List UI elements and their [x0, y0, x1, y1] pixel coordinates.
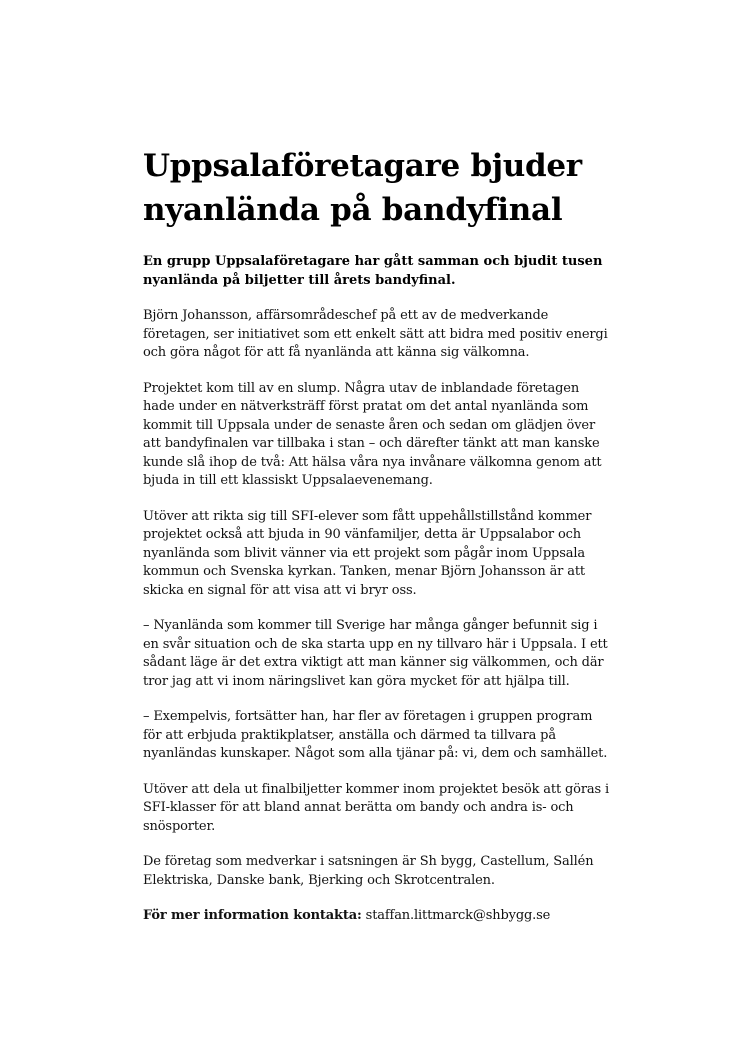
body-paragraph-5: – Exempelvis, fortsätter han, har fler av företagen i gruppen program för att erbjuda praktikplatser, anställa och därmed ta tillvara på nyanländas kunskaper. Något som alla tjänar på: vi, dem och samhället.	[143, 709, 608, 761]
contact-email[interactable]: staffan.littmarck@shbygg.se	[365, 908, 551, 923]
body-paragraph-2: Projektet kom till av en slump. Några utav de inblandade företagen hade under en nätverksträff först pratat om det antal nyanlända som kommit till Uppsala under de senaste åren och sedan om glädjen över att bandyfinalen var tillbaka i stan – och därefter tänkt att man kanske kunde slå ihop de två: Att hälsa våra nya invånare välkomna genom att bjuda in till ett klassiskt Uppsalaevenemang.	[143, 380, 602, 488]
body-paragraph-6: Utöver att dela ut finalbiljetter kommer inom projektet besök att göras i SFI-klasser för att bland annat berätta om bandy och andra is- och snösporter.	[143, 781, 610, 834]
article	[143, 144, 613, 926]
body-paragraph-7: De företag som medverkar i satsningen är Sh bygg, Castellum, Sallén Elektriska, Danske bank, Bjerking och Skrotcentralen.	[143, 854, 594, 888]
body-paragraph-1: Björn Johansson, affärsområdeschef på ett av de medverkande företagen, ser initiativet som ett enkelt sätt att bidra med positiv energi och göra något för att få nyanlända att känna sig välkomna.	[143, 308, 608, 360]
headline: Uppsalaföretagare bjuder nyanlända på bandyfinal	[143, 148, 582, 228]
body-paragraph-3: Utöver att rikta sig till SFI-elever som fått uppehållstillstånd kommer projektet också att bjuda in 90 vänfamiljer, detta är Uppsalabor och nyanlända som blivit vänner via ett projekt som pågår inom Uppsala kommun och Svenska kyrkan. Tanken, menar Björn Johansson är att skicka en signal för att visa att vi bryr oss.	[143, 508, 592, 598]
contact-label: För mer information kontakta:	[143, 908, 362, 923]
contact-line	[143, 907, 613, 926]
body-paragraph-4: – Nyanlända som kommer till Sverige har många gånger befunnit sig i en svår situation och de ska starta upp en ny tillvaro här i Uppsala. I ett sådant läge är det extra viktigt att man känner sig välkommen, och där tror jag att vi inom näringslivet kan göra mycket för att hjälpa till.	[143, 618, 608, 689]
lead-paragraph: En grupp Uppsalaföretagare har gått samman och bjudit tusen nyanlända på biljetter till årets bandyfinal.	[143, 254, 603, 288]
